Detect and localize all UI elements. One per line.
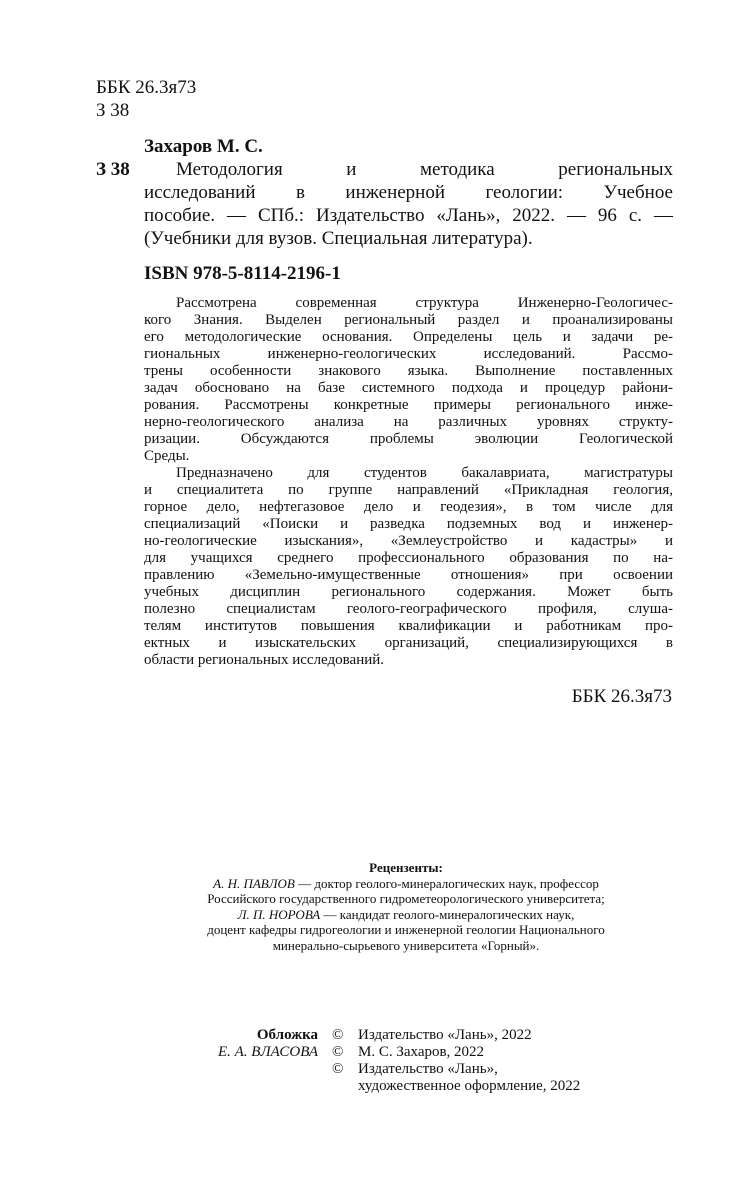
annotation-line: правлению «Земельно-имущественные отношения» при освоении [144,567,673,583]
title-line: (Учебники для вузов. Специальная литература). [144,228,533,249]
reviewer-1-affiliation: Российского государственного гидрометеорологического университета; [207,891,605,906]
title-line: пособие. — СПб.: Издательство «Лань», 2022. — 96 с. — [144,205,673,226]
reviewer-1-name: А. Н. ПАВЛОВ [213,875,295,891]
copyright-line: Издательство «Лань», [358,1061,498,1077]
reviewer-2-affiliation-cont: минерально-сырьевого университета «Горный». [272,937,540,953]
bbk-code: ББК 26.3я73 [96,77,197,98]
annotation-line: трены особенности знакового языка. Выполнение поставленных [144,363,673,379]
annotation-line: его методологические основания. Определены цель и задачи ре- [144,329,673,345]
reviewer-2-title: — кандидат геолого-минералогических наук, [320,906,575,922]
annotation-paragraph-2 [144,465,673,669]
copyright-icon: © [332,1044,344,1060]
annotation-line: кого Знания. Выделен региональный раздел и проанализированы [144,312,673,328]
annotation-line: Рассмотрена современная структура Инженерно-Геологичес- [176,295,673,311]
author-name: Захаров М. С. [144,136,263,157]
copyright-line: М. С. Захаров, 2022 [358,1044,485,1060]
annotation-line: и специалитета по группе направлений «Прикладная геология, [144,482,673,498]
copyright-line: Издательство «Лань», 2022 [358,1027,532,1043]
annotation-line: рования. Рассмотрены конкретные примеры регионального инже- [144,397,673,413]
annotation-line: для учащихся среднего профессионального образования по на- [144,550,673,566]
copyright-icon: © [332,1061,344,1077]
annotation-line: задач обосновано на базе системного подхода и процедур райони- [144,380,673,396]
cover-label: Обложка [256,1027,318,1043]
cover-artist: Е. А. ВЛАСОВА [217,1044,318,1060]
reviewer-1-title: — доктор геолого-минералогических наук, профессор [294,875,599,891]
annotation-line: Предназначено для студентов бакалавриата, магистратуры [176,465,673,481]
copyright-block [0,1027,756,1107]
entry-author-sign: З 38 [96,159,130,180]
reviewer-1 [96,876,716,892]
annotation-line: но-геологические изыскания», «Землеустройство и кадастры» и [144,533,673,549]
reviewer-2-name: Л. П. НОРОВА [237,906,321,922]
reviewers-block [96,860,716,953]
annotation-line: горное дело, нефтегазовое дело и геодезия», в том числе для [144,499,673,515]
annotation-line: нерно-геологического анализа на различных уровнях структу- [144,414,673,430]
reviewer-2-affiliation: доцент кафедры гидрогеологии и инженерной геологии Национального [207,922,605,937]
annotation-line: гиональных инженерно-геологических исследований. Рассмо- [144,346,673,362]
annotation-line: ризации. Обсуждаются проблемы эволюции Геологической [144,431,673,447]
annotation-paragraph-1 [144,295,673,465]
bbk-bottom: ББК 26.3я73 [571,686,672,707]
title-line: Методология и методика региональных [176,159,673,180]
copyright-icon: © [332,1027,344,1043]
book-title [144,158,673,250]
annotation-line: Среды. [144,448,190,464]
reviewers-heading: Рецензенты: [369,860,443,875]
author-sign: З 38 [96,100,130,121]
annotation-line: области региональных исследований. [144,652,385,668]
title-line: исследований в инженерной геологии: Учебное [144,182,673,203]
isbn: ISBN 978-5-8114-2196-1 [144,263,341,284]
annotation-line: специализаций «Поиски и разведка подземных вод и инженер- [144,516,673,532]
reviewer-2 [96,907,716,923]
annotation-line: ектных и изыскательских организаций, специализирующихся в [144,635,673,651]
annotation-line: полезно специалистам геолого-географического профиля, слуша- [144,601,673,617]
annotation-line: учебных дисциплин регионального содержания. Может быть [144,584,673,600]
copyright-line: художественное оформление, 2022 [358,1078,581,1094]
annotation-line: телям институтов повышения квалификации и работникам про- [144,618,673,634]
